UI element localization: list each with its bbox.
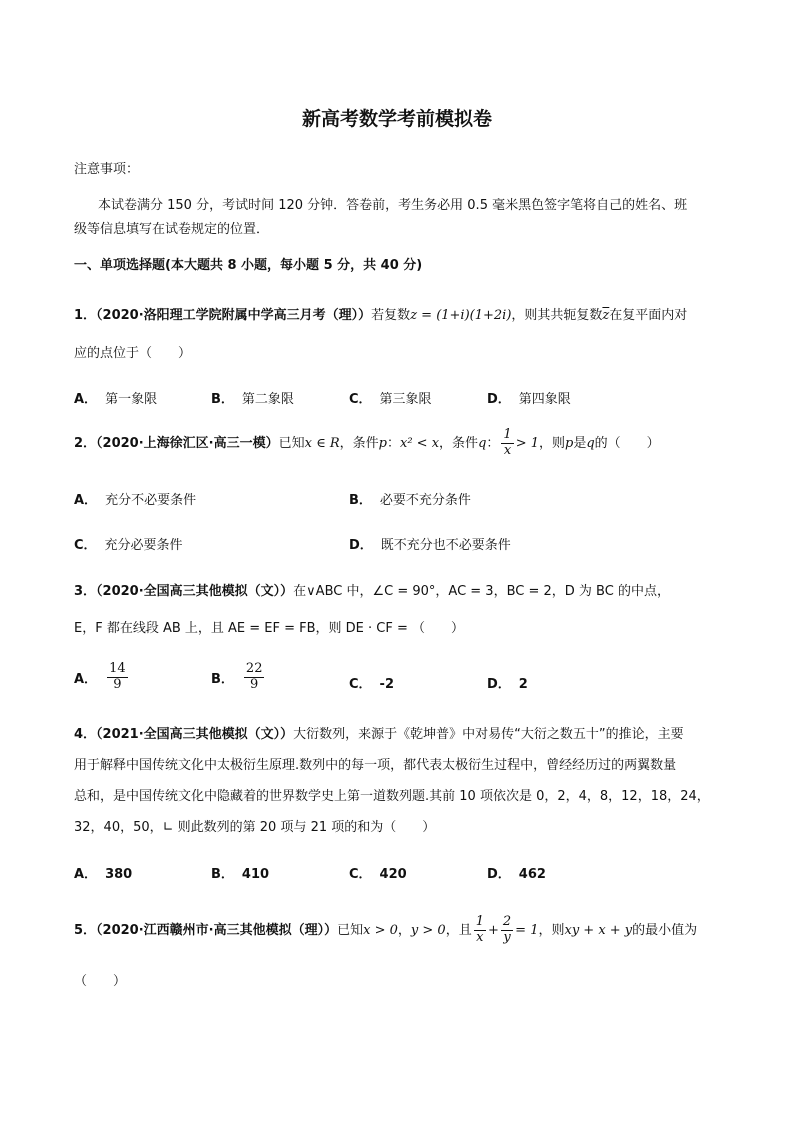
condition-y-positive: y > 0 — [410, 922, 446, 938]
question-4-number: 4． — [74, 727, 97, 742]
option-label: A． — [74, 392, 98, 407]
question-2-line-1 — [74, 428, 660, 459]
question-5-line-1 — [74, 915, 697, 946]
option-text: 充分必要条件 — [104, 538, 183, 553]
option-label: A． — [74, 671, 98, 687]
page-title: 新高考数学考前模拟卷 — [301, 108, 492, 130]
option-text: 第四象限 — [518, 392, 571, 407]
question-2-number: 2． — [74, 435, 97, 451]
question-3-line-2: E，F 都在线段 AB 上，且 AE = EF = FB，则 DE · CF = （ ） — [74, 621, 465, 636]
fraction-numerator: 1 — [503, 427, 512, 442]
question-5-text: ，则 — [538, 922, 565, 938]
fraction-numerator: 2 — [502, 914, 512, 929]
question-1-number: 1． — [74, 308, 97, 323]
option-text: 2 — [518, 677, 528, 692]
question-5-source: （2020·江西赣州市·高三其他模拟（理）） — [96, 922, 338, 938]
question-2-source: （2020·上海徐汇区·高三一模） — [96, 435, 279, 451]
x-in-r: x ∈ R — [304, 435, 340, 451]
option-label: D． — [487, 677, 511, 692]
option-text: -2 — [379, 677, 394, 692]
question-2-text: 的（ ） — [594, 435, 660, 451]
option-label: B． — [211, 392, 234, 407]
question-5-text: ， — [397, 922, 411, 938]
question-1-line-2: 应的点位于（ ） — [74, 346, 192, 361]
question-1-option-c[interactable] — [349, 388, 432, 407]
question-2-text: 已知 — [278, 435, 305, 451]
question-2-option-b[interactable] — [349, 489, 471, 508]
question-4-line-4: 32，40，50，∟ 则此数列的第 20 项与 21 项的和为（ ） — [74, 820, 436, 835]
question-3-option-d[interactable] — [487, 673, 528, 692]
question-1-text: 在复平面内对 — [609, 308, 688, 323]
conjugate-z: $\overline{z}$ — [602, 308, 610, 323]
question-3-option-a[interactable] — [74, 662, 130, 693]
option-text: 第三象限 — [379, 392, 432, 407]
question-1-line-1 — [74, 304, 687, 323]
option-label: A． — [74, 493, 98, 508]
option-text: 410 — [241, 867, 270, 882]
question-2-text: ： — [486, 435, 500, 451]
question-4-text: 大衍数列，来源于《乾坤普》中对易传“大衍之数五十”的推论，主要 — [293, 727, 684, 742]
question-4-line-1 — [74, 723, 684, 742]
question-4-option-c[interactable] — [349, 863, 407, 882]
option-text: 第一象限 — [105, 392, 158, 407]
fraction-numerator: 22 — [245, 661, 263, 676]
question-5-text: 的最小值为 — [632, 922, 698, 938]
option-label: D． — [487, 392, 511, 407]
question-4-option-d[interactable] — [487, 863, 546, 882]
condition-p-expr: x² < x — [400, 435, 440, 451]
question-4-line-2: 用于解释中国传统文化中太极衍生原理.数列中的每一项，都代表太极衍生过程中，曾经经历过的两翼数量 — [74, 758, 677, 773]
fraction-numerator: 1 — [475, 914, 484, 929]
greater-than-one: > 1 — [515, 435, 539, 451]
option-label: D． — [349, 538, 373, 553]
question-3-option-b[interactable] — [211, 662, 266, 693]
question-2-text: 是 — [573, 435, 587, 451]
question-2-option-a[interactable] — [74, 489, 196, 508]
option-text: 462 — [518, 867, 546, 882]
question-2-text: ： — [386, 435, 400, 451]
fraction-denominator: x — [503, 442, 512, 458]
question-2-option-d[interactable] — [349, 534, 511, 553]
question-4-source: （2021·全国高三其他模拟（文）） — [96, 727, 294, 742]
option-label: C． — [349, 677, 372, 692]
plus-sign: + — [487, 922, 499, 938]
question-2-text: ，则 — [538, 435, 565, 451]
question-1-text: ，则其共轭复数 — [511, 308, 603, 323]
option-text: 必要不充分条件 — [379, 493, 471, 508]
notice-line-2: 级等信息填写在试卷规定的位置． — [74, 222, 270, 237]
fraction-numerator: 14 — [109, 661, 126, 676]
question-5-number: 5． — [74, 922, 97, 938]
question-3-text: 在∨ABC 中，∠C = 90°，AC = 3，BC = 2，D 为 BC 的中点， — [293, 584, 670, 599]
option-text: 既不充分也不必要条件 — [380, 538, 511, 553]
question-2-text: ，条件 — [439, 435, 479, 451]
fraction-denominator: x — [476, 929, 484, 945]
option-text: 第二象限 — [241, 392, 294, 407]
question-5-text: 已知 — [337, 922, 364, 938]
condition-p: p — [378, 435, 387, 451]
question-5-line-2: （ ） — [74, 974, 127, 989]
option-text: 380 — [105, 867, 133, 882]
condition-q: q — [586, 435, 595, 451]
option-label: D． — [487, 867, 511, 882]
option-text: 420 — [379, 867, 407, 882]
question-4-option-a[interactable] — [74, 863, 132, 882]
option-label: C． — [74, 538, 97, 553]
question-3-line-1 — [74, 580, 670, 599]
question-3-option-c[interactable] — [349, 673, 394, 692]
option-label: B． — [211, 867, 234, 882]
question-2-text: ，条件 — [339, 435, 379, 451]
fraction-1-over-x — [474, 915, 486, 946]
notice-line-1: 本试卷满分 150 分，考试时间 120 分钟．答卷前，考生务必用 0.5 毫米黑色签字笔将自己的姓名、班 — [98, 198, 688, 213]
fraction-denominator: 9 — [113, 676, 122, 692]
condition-x-positive: x > 0 — [363, 922, 398, 938]
option-text: 充分不必要条件 — [105, 493, 197, 508]
option-label: C． — [349, 867, 372, 882]
question-1-text: 若复数 — [371, 308, 411, 323]
notice-heading: 注意事项： — [74, 162, 140, 177]
fraction-denominator: 9 — [250, 676, 259, 692]
question-1-option-b[interactable] — [211, 388, 294, 407]
question-1-option-a[interactable] — [74, 388, 157, 407]
fraction-1-over-x — [501, 428, 513, 459]
option-label: A． — [74, 867, 98, 882]
question-1-source: （2020·洛阳理工学院附属中学高三月考（理）） — [96, 308, 372, 323]
question-5-expression: xy + x + y — [564, 922, 633, 938]
equals-one: = 1 — [515, 922, 539, 938]
question-1-expression: z = (1+i)(1+2i) — [410, 308, 512, 323]
question-3-number: 3． — [74, 584, 97, 599]
question-1-option-d[interactable] — [487, 388, 571, 407]
question-3-source: （2020·全国高三其他模拟（文）） — [96, 584, 294, 599]
option-label: B． — [349, 493, 372, 508]
condition-p: p — [565, 435, 574, 451]
option-label: B． — [211, 671, 234, 687]
question-4-option-b[interactable] — [211, 863, 269, 882]
option-label: C． — [349, 392, 372, 407]
condition-q: q — [478, 435, 487, 451]
fraction-22-over-9 — [244, 662, 265, 693]
fraction-2-over-y — [501, 915, 513, 946]
fraction-14-over-9 — [107, 662, 128, 693]
section-heading: 一、单项选择题(本大题共 8 小题，每小题 5 分，共 40 分) — [74, 258, 423, 273]
fraction-denominator: y — [503, 929, 511, 945]
question-5-text: ，且 — [445, 922, 472, 938]
question-2-option-c[interactable] — [74, 534, 183, 553]
question-4-line-3: 总和，是中国传统文化中隐藏着的世界数学史上第一道数列题.其前 10 项依次是 0，2，4，8，12，18，24， — [74, 789, 710, 804]
